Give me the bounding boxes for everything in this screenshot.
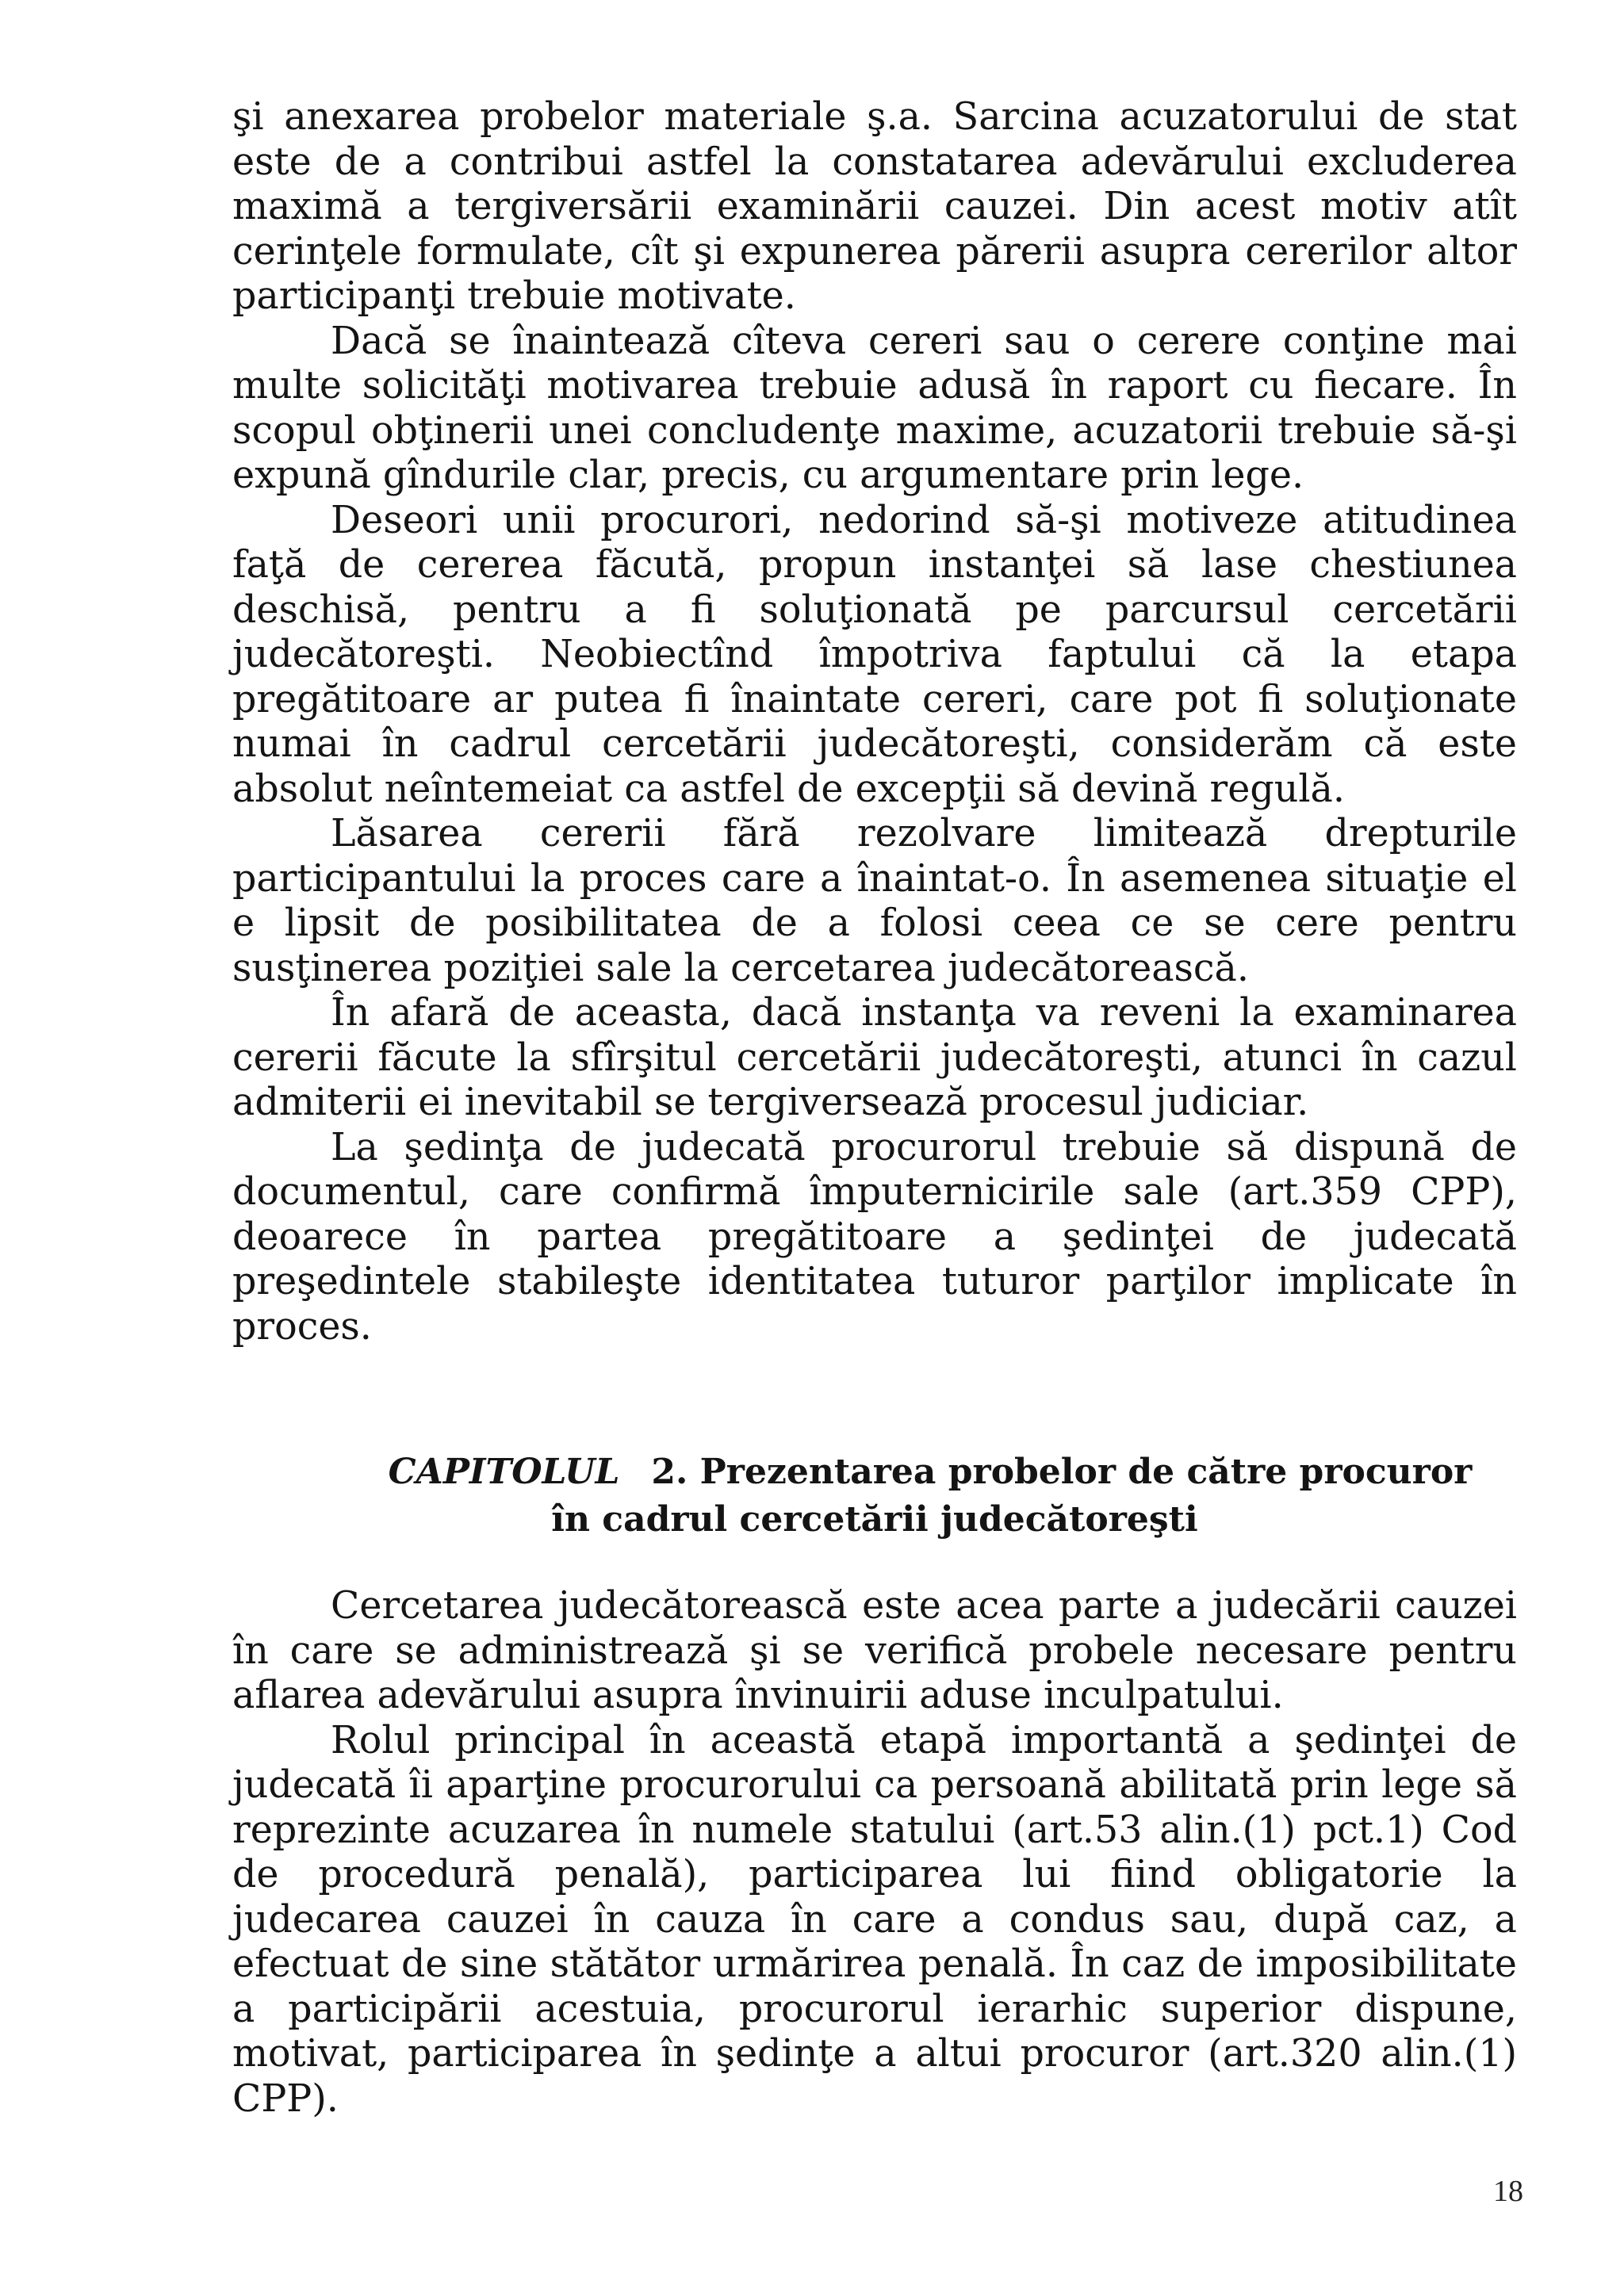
paragraph-rights-limitation: Lăsarea cererii fără rezolvare limitează drepturile participantului la proces care a înaintat-o. În asemenea situaţie el e lipsit de posibilitatea de a folosi ceea ce se cere pentru susţinerea poziţiei sale la cercetarea judecătorească. bbox=[232, 812, 1517, 990]
paragraph-unresolved-requests: Deseori unii procurori, nedorind să-şi motiveze atitudinea faţă de cererea făcută, propun instanţei să lase chestiunea deschisă, pentru a fi soluţionată pe parcursul cercetării judecătoreşti. Neobiectînd împotriva faptului că la etapa pregătitoare ar putea fi înaintate cereri, care pot fi soluţionate numai în cadrul cercetării judecătoreşti, considerăm că este absolut neîntemeiat ca astfel de excepţii să devină regulă. bbox=[232, 498, 1517, 811]
paragraph-continuation: şi anexarea probelor materiale ş.a. Sarcina acuzatorului de stat este de a contribui astfel la constatarea adevărului excluderea maximă a tergiversării examinării cauzei. Din acest motiv atît cerinţele formulate, cît şi expunerea părerii asupra cererilor altor participanţi trebuie motivate. bbox=[232, 95, 1517, 318]
paragraph-prosecutor-role: Rolul principal în această etapă importantă a şedinţei de judecată îi aparţine procurorului ca persoană abilitată prin lege să reprezinte acuzarea în numele statului (art.53 alin.(1) pct.1) Cod de procedură penală), participarea lui fiind obligatorie la judecarea cauzei în cauza în care a condus sau, după caz, a efectuat de sine stătător urmărirea penală. În caz de imposibilitate a participării acestuia, procurorul ierarhic superior dispune, motivat, participarea în şedinţe a altui procuror (art.320 alin.(1) CPP). bbox=[232, 1718, 1517, 2121]
paragraph-motivation: Dacă se înaintează cîteva cereri sau o cerere conţine mai multe solicităţi motivarea trebuie adusă în raport cu fiecare. În scopul obţinerii unei concludenţe maxime, acuzatorii trebuie să-şi expună gîndurile clar, precis, cu argumentare prin lege. bbox=[232, 319, 1517, 497]
document-body-top bbox=[232, 95, 1517, 1349]
document-body-chapter bbox=[232, 1584, 1517, 2122]
chapter-number: 2. bbox=[651, 1452, 688, 1492]
chapter-title-line2: în cadrul cercetării judecătoreşti bbox=[551, 1499, 1198, 1540]
page-number: 18 bbox=[1493, 2175, 1523, 2208]
paragraph-delay: În afară de aceasta, dacă instanţa va reveni la examinarea cererii făcute la sfîrşitul cercetării judecătoreşti, atunci în cazul admiterii ei inevitabil se tergiversează procesul judiciar. bbox=[232, 991, 1517, 1124]
paragraph-judicial-inquiry: Cercetarea judecătorească este acea parte a judecării cauzei în care se administrează şi se verifică probele necesare pentru aflarea adevărului asupra învinuirii aduse inculpatului. bbox=[232, 1584, 1517, 1717]
chapter-title-line1: Prezentarea probelor de către procuror bbox=[699, 1452, 1473, 1492]
chapter-heading-line1 bbox=[232, 1448, 1517, 1496]
paragraph-prosecutor-document: La şedinţa de judecată procurorul trebuie să dispună de documentul, care confirmă împuternicirile sale (art.359 CPP), deoarece în partea pregătitoare a şedinţei de judecată preşedintele stabileşte identitatea tuturor parţilor implicate în proces. bbox=[232, 1125, 1517, 1349]
chapter-heading bbox=[232, 1448, 1517, 1544]
chapter-label: CAPITOLUL bbox=[388, 1452, 620, 1492]
